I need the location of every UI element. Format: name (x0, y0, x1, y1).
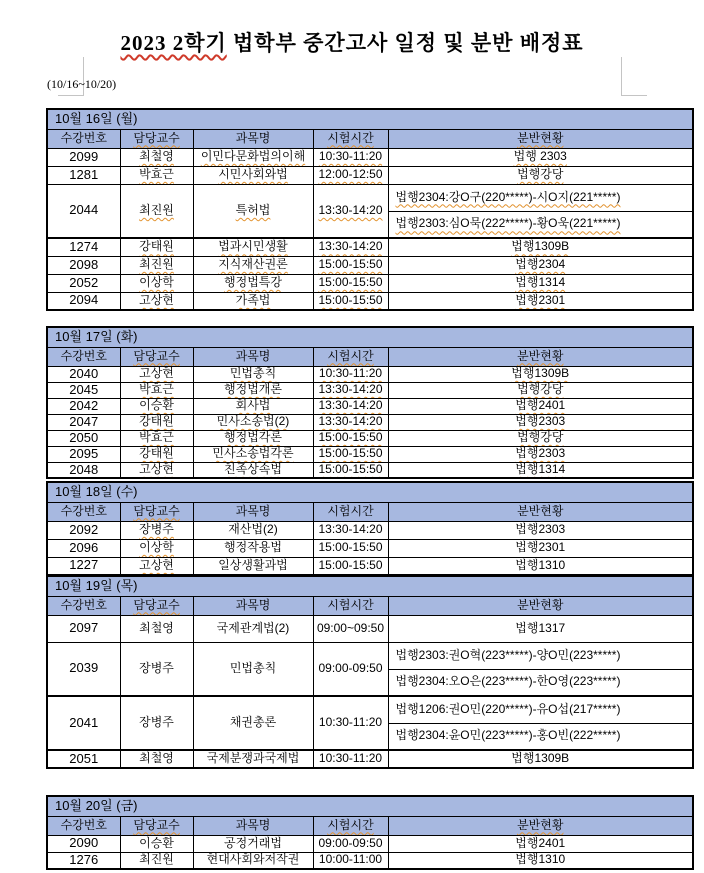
course-title-cell: 행정작용법 (193, 539, 313, 557)
professor-cell: 고상현 (120, 292, 193, 310)
exam-time-cell: 10:30-11:20 (313, 696, 388, 750)
course-title-cell: 지식재산권론 (193, 256, 313, 274)
exam-time-cell: 10:30-11:20 (313, 148, 388, 166)
table-row (47, 366, 693, 382)
course-title-cell: 친족상속법 (193, 462, 313, 478)
class-assignment-cell: 법행2303 (388, 446, 693, 462)
class-assignment-section: 법행2304:오O은(223*****)-한O영(223*****) (388, 669, 693, 696)
day-header: 10월 20일 (금) (47, 796, 693, 816)
course-number-cell: 2047 (47, 414, 120, 430)
professor-cell: 이상학 (120, 274, 193, 292)
column-header: 시험시간 (313, 596, 388, 615)
exam-time-cell: 13:30-14:20 (313, 382, 388, 398)
course-number-cell: 2050 (47, 430, 120, 446)
course-title-cell: 이민다문화법의이해 (193, 148, 313, 166)
exam-time-cell: 15:00-15:50 (313, 256, 388, 274)
professor-cell: 장병주 (120, 696, 193, 750)
course-number-cell: 2041 (47, 696, 120, 750)
class-assignment-cell: 법행2301 (388, 539, 693, 557)
day-header: 10월 16일 (월) (47, 109, 693, 129)
table-row (47, 274, 693, 292)
table-row (47, 750, 693, 768)
course-title-cell: 국제관계법(2) (193, 615, 313, 642)
professor-cell: 고상현 (120, 557, 193, 575)
course-title-cell: 가족법 (193, 292, 313, 310)
page-margin-mark-top-right (621, 57, 647, 96)
exam-time-cell: 13:30-14:20 (313, 238, 388, 256)
day-header-row (47, 482, 693, 502)
exam-time-cell: 09:00~09:50 (313, 615, 388, 642)
exam-day-table (46, 575, 694, 769)
course-number-cell: 2052 (47, 274, 120, 292)
day-header-row (47, 109, 693, 129)
exam-time-cell: 15:00-15:50 (313, 430, 388, 446)
column-header: 수강번호 (47, 816, 120, 835)
professor-cell: 최철영 (120, 750, 193, 768)
exam-time-cell: 15:00-15:50 (313, 274, 388, 292)
course-number-cell: 2094 (47, 292, 120, 310)
title-rest: 법학부 중간고사 일정 및 분반 배정표 (226, 31, 584, 55)
exam-time-cell: 15:00-15:50 (313, 292, 388, 310)
exam-time-cell: 09:00-09:50 (313, 642, 388, 696)
table-row (47, 462, 693, 478)
column-header: 분반현황 (388, 502, 693, 521)
class-assignment-cell: 법행1309B (388, 238, 693, 256)
course-number-cell: 2051 (47, 750, 120, 768)
column-header: 분반현황 (388, 816, 693, 835)
course-number-cell: 2042 (47, 398, 120, 414)
column-header: 담당교수 (120, 816, 193, 835)
table-row (47, 398, 693, 414)
professor-cell: 강태원 (120, 446, 193, 462)
column-header: 수강번호 (47, 596, 120, 615)
column-header: 과목명 (193, 816, 313, 835)
course-number-cell: 2098 (47, 256, 120, 274)
professor-cell: 고상현 (120, 462, 193, 478)
exam-day-table (46, 108, 694, 311)
table-row (47, 166, 693, 184)
table-row (47, 696, 693, 723)
table-row (47, 238, 693, 256)
exam-day-table (46, 481, 694, 576)
column-header: 과목명 (193, 347, 313, 366)
course-number-cell: 1276 (47, 852, 120, 869)
professor-cell: 이상학 (120, 539, 193, 557)
column-header: 담당교수 (120, 596, 193, 615)
class-assignment-section: 법행1206:권O민(220*****)-유O섭(217*****) (388, 696, 693, 723)
column-header: 수강번호 (47, 347, 120, 366)
class-assignment-cell: 법행1310 (388, 557, 693, 575)
table-row (47, 256, 693, 274)
professor-cell: 고상현 (120, 366, 193, 382)
professor-cell: 장병주 (120, 521, 193, 539)
course-number-cell: 2044 (47, 184, 120, 238)
day-header-row (47, 327, 693, 347)
course-title-cell: 민사소송법각론 (193, 446, 313, 462)
class-assignment-cell: 법행강당 (388, 430, 693, 446)
professor-cell: 최철영 (120, 148, 193, 166)
professor-cell: 박효근 (120, 430, 193, 446)
table-row (47, 539, 693, 557)
course-number-cell: 2039 (47, 642, 120, 696)
exam-time-cell: 12:00-12:50 (313, 166, 388, 184)
class-assignment-cell: 법행강당 (388, 166, 693, 184)
table-row (47, 521, 693, 539)
professor-cell: 장병주 (120, 642, 193, 696)
class-assignment-cell: 법행 2303 (388, 148, 693, 166)
table-row (47, 184, 693, 211)
day-header: 10월 18일 (수) (47, 482, 693, 502)
day-header: 10월 17일 (화) (47, 327, 693, 347)
course-title-cell: 민사소송법(2) (193, 414, 313, 430)
table-row (47, 414, 693, 430)
exam-day-table (46, 326, 694, 479)
exam-time-cell: 15:00-15:50 (313, 446, 388, 462)
column-header: 시험시간 (313, 816, 388, 835)
class-assignment-cell: 법행1314 (388, 462, 693, 478)
table-row (47, 430, 693, 446)
course-title-cell: 회사법 (193, 398, 313, 414)
column-header-row (47, 129, 693, 148)
professor-cell: 박효근 (120, 166, 193, 184)
course-number-cell: 2040 (47, 366, 120, 382)
course-title-cell: 재산법(2) (193, 521, 313, 539)
class-assignment-section: 법행2304:윤O민(223*****)-홍O빈(222*****) (388, 723, 693, 750)
course-number-cell: 1281 (47, 166, 120, 184)
class-assignment-section: 법행2304:강O구(220*****)-시O지(221*****) (388, 184, 693, 211)
exam-time-cell: 10:30-11:20 (313, 366, 388, 382)
course-title-cell: 행정법각론 (193, 430, 313, 446)
column-header: 시험시간 (313, 502, 388, 521)
column-header: 담당교수 (120, 347, 193, 366)
professor-cell: 최진원 (120, 184, 193, 238)
professor-cell: 최진원 (120, 256, 193, 274)
class-assignment-cell: 법행강당 (388, 382, 693, 398)
table-row (47, 835, 693, 852)
exam-time-cell: 13:30-14:20 (313, 184, 388, 238)
class-assignment-cell: 법행2303 (388, 414, 693, 430)
course-number-cell: 2048 (47, 462, 120, 478)
exam-time-cell: 15:00-15:50 (313, 539, 388, 557)
column-header: 과목명 (193, 502, 313, 521)
class-assignment-cell: 법행1309B (388, 750, 693, 768)
course-number-cell: 2045 (47, 382, 120, 398)
column-header-row (47, 596, 693, 615)
table-row (47, 642, 693, 669)
course-title-cell: 행정법개론 (193, 382, 313, 398)
course-title-cell: 채권총론 (193, 696, 313, 750)
professor-cell: 이승환 (120, 835, 193, 852)
course-number-cell: 2092 (47, 521, 120, 539)
exam-time-cell: 10:30-11:20 (313, 750, 388, 768)
page-title (0, 27, 704, 57)
exam-time-cell: 13:30-14:20 (313, 521, 388, 539)
professor-cell: 박효근 (120, 382, 193, 398)
table-row (47, 557, 693, 575)
column-header: 시험시간 (313, 347, 388, 366)
course-title-cell: 국제분쟁과국제법 (193, 750, 313, 768)
column-header: 수강번호 (47, 129, 120, 148)
column-header: 과목명 (193, 596, 313, 615)
professor-cell: 강태원 (120, 414, 193, 430)
day-header-row (47, 796, 693, 816)
course-number-cell: 1227 (47, 557, 120, 575)
column-header-row (47, 816, 693, 835)
table-row (47, 852, 693, 869)
date-range: (10/16~10/20) (47, 77, 117, 91)
class-assignment-cell: 법행2401 (388, 835, 693, 852)
column-header: 수강번호 (47, 502, 120, 521)
exam-time-cell: 15:00-15:50 (313, 462, 388, 478)
class-assignment-cell: 법행1309B (388, 366, 693, 382)
professor-cell: 최철영 (120, 615, 193, 642)
column-header-row (47, 347, 693, 366)
class-assignment-cell: 법행1310 (388, 852, 693, 869)
exam-time-cell: 13:30-14:20 (313, 398, 388, 414)
class-assignment-section: 법행2303:심O묵(222*****)-황O욱(221*****) (388, 211, 693, 238)
class-assignment-section: 법행2303:권O혁(223*****)-양O민(223*****) (388, 642, 693, 669)
table-row (47, 148, 693, 166)
course-number-cell: 2097 (47, 615, 120, 642)
exam-time-cell: 09:00-09:50 (313, 835, 388, 852)
title-term: 2023 2학기 (120, 31, 227, 55)
table-row (47, 382, 693, 398)
column-header: 분반현황 (388, 596, 693, 615)
course-number-cell: 1274 (47, 238, 120, 256)
day-header: 10월 19일 (목) (47, 576, 693, 596)
course-number-cell: 2099 (47, 148, 120, 166)
course-title-cell: 시민사회와법 (193, 166, 313, 184)
column-header: 과목명 (193, 129, 313, 148)
exam-time-cell: 10:00-11:00 (313, 852, 388, 869)
course-number-cell: 2090 (47, 835, 120, 852)
column-header: 담당교수 (120, 129, 193, 148)
class-assignment-cell: 법행2401 (388, 398, 693, 414)
column-header: 분반현황 (388, 129, 693, 148)
column-header: 담당교수 (120, 502, 193, 521)
class-assignment-cell: 법행2304 (388, 256, 693, 274)
course-number-cell: 2095 (47, 446, 120, 462)
day-header-row (47, 576, 693, 596)
column-header: 분반현황 (388, 347, 693, 366)
class-assignment-cell: 법행2301 (388, 292, 693, 310)
professor-cell: 이승환 (120, 398, 193, 414)
column-header: 시험시간 (313, 129, 388, 148)
class-assignment-cell: 법행1317 (388, 615, 693, 642)
table-row (47, 446, 693, 462)
course-title-cell: 민법총칙 (193, 366, 313, 382)
course-title-cell: 공정거래법 (193, 835, 313, 852)
exam-time-cell: 15:00-15:50 (313, 557, 388, 575)
course-title-cell: 민법총칙 (193, 642, 313, 696)
course-title-cell: 법과시민생활 (193, 238, 313, 256)
table-row (47, 292, 693, 310)
course-title-cell: 일상생활과법 (193, 557, 313, 575)
course-number-cell: 2096 (47, 539, 120, 557)
exam-day-table (46, 795, 694, 870)
professor-cell: 강태원 (120, 238, 193, 256)
professor-cell: 최진원 (120, 852, 193, 869)
course-title-cell: 현대사회와저작권 (193, 852, 313, 869)
course-title-cell: 특허법 (193, 184, 313, 238)
course-title-cell: 행정법특강 (193, 274, 313, 292)
exam-time-cell: 13:30-14:20 (313, 414, 388, 430)
column-header-row (47, 502, 693, 521)
table-row (47, 615, 693, 642)
class-assignment-cell: 법행2303 (388, 521, 693, 539)
class-assignment-cell: 법행1314 (388, 274, 693, 292)
